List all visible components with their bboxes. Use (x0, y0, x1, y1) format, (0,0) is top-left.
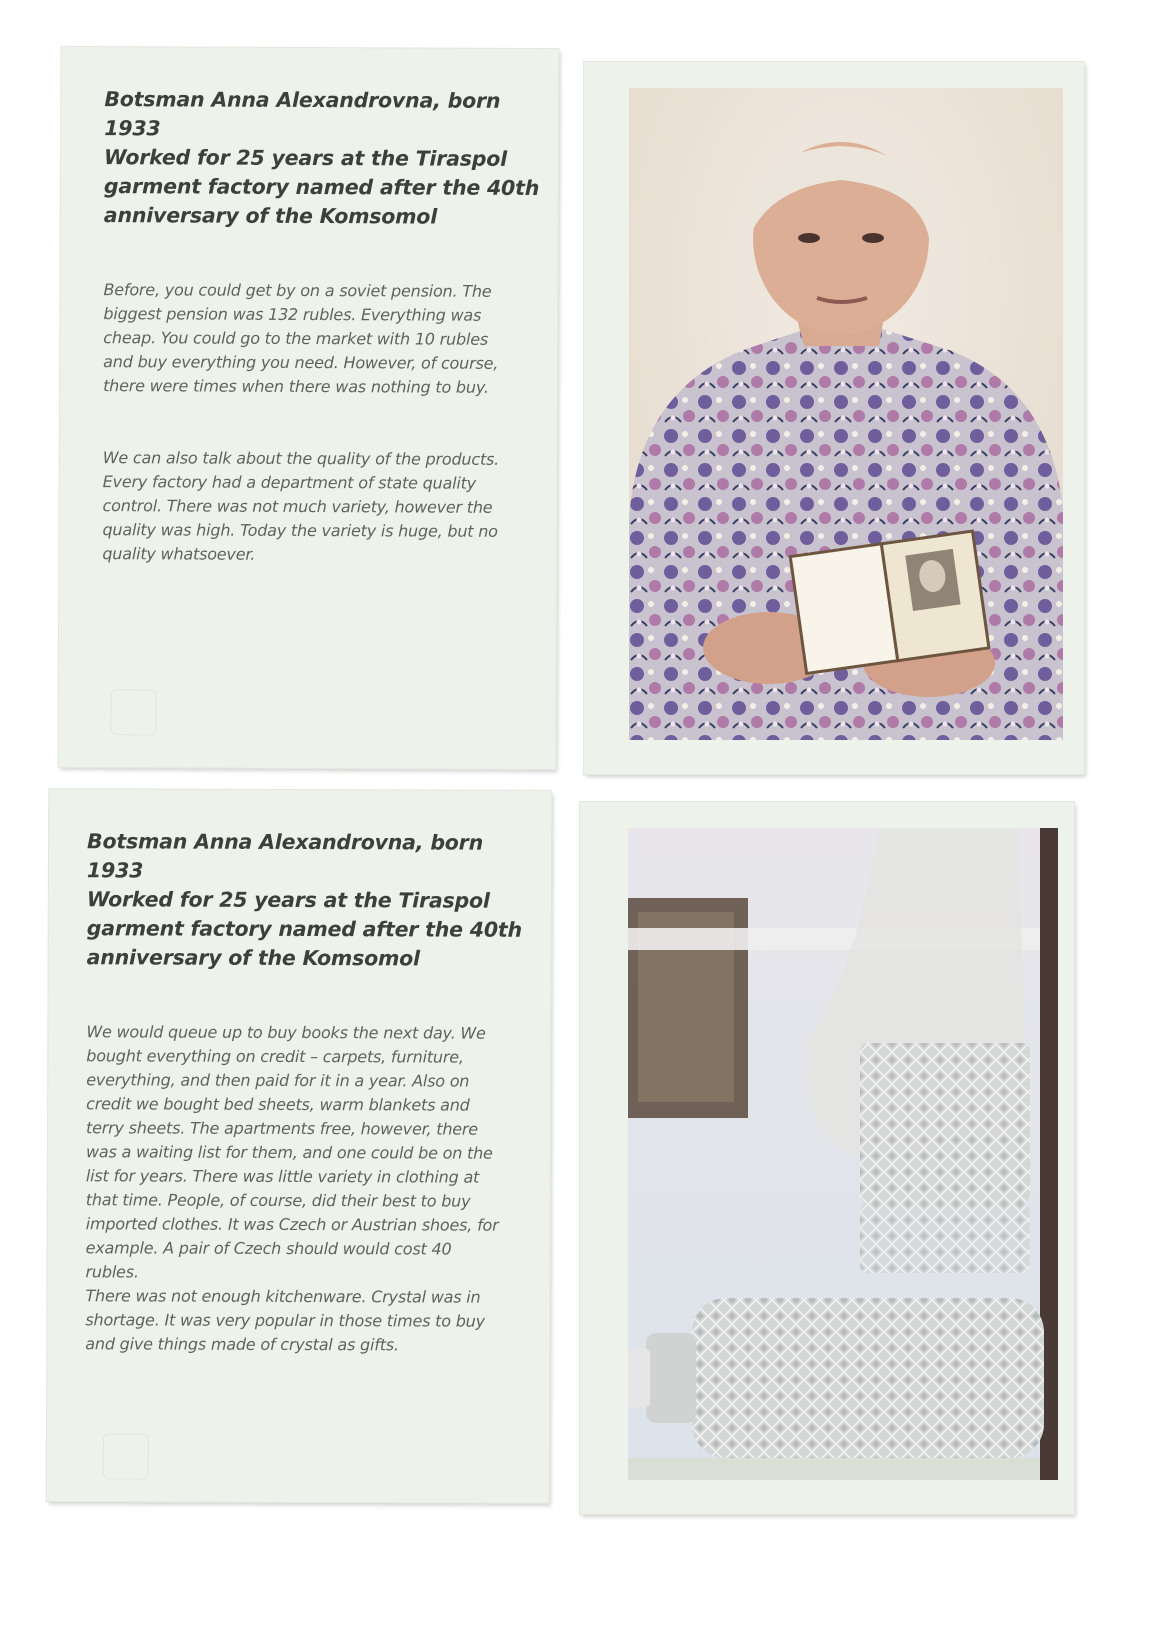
corner-ornament (111, 689, 157, 735)
crystal-photo (628, 828, 1058, 1480)
photo-card-portrait (584, 62, 1084, 774)
elderly-woman-icon (629, 88, 1063, 740)
body-paragraph: Before, you could get by on a soviet pension. The biggest pension was 132 rubles. Everything was cheap. You could go to the market with 10 rubles and buy everything you need. However, of course, there were times when there was nothing to buy. (103, 280, 499, 397)
body-paragraph: We can also talk about the quality of the products. Every factory had a department of state quality control. There was not much variety, however the quality was high. Today the variety is huge, but no quality whatsoever. (102, 448, 500, 564)
corner-ornament (103, 1433, 149, 1479)
card-body (85, 996, 536, 1406)
card-title: Botsman Anna Alexandrovna, born 1933 Worked for 25 years at the Tiraspol garment factory named after the 40th anniversary of the Komsomol (103, 87, 540, 229)
text-card-2 (47, 789, 551, 1503)
photo-card-crystal (580, 802, 1074, 1514)
card-body (102, 254, 544, 616)
body-paragraph: We would queue up to buy books the next day. We bought everything on credit – carpets, furniture, everything, and then paid for it in a year. Also on credit we bought bed sheets, warm blankets and terry sheets. The apartments free, however, there was a waiting list for them, and one could be on the list for years. There was little variety in clothing at that time. People, of course, did their best to buy imported clothes. It was Czech or Austrian shoes, for example. A pair of Czech should would cost 40 rubles. There was not enough kitchenware. Crystal was in shortage. It was very popular in those times to buy and give things made of crystal as gifts. (85, 1022, 499, 1355)
crystal-glassware-icon (628, 828, 1058, 1480)
card-title: Botsman Anna Alexandrovna, born 1933 Worked for 25 years at the Tiraspol garment factory named after the 40th anniversary of the Komsomol (86, 829, 522, 971)
text-card-1 (58, 47, 558, 769)
portrait-photo (629, 88, 1063, 740)
